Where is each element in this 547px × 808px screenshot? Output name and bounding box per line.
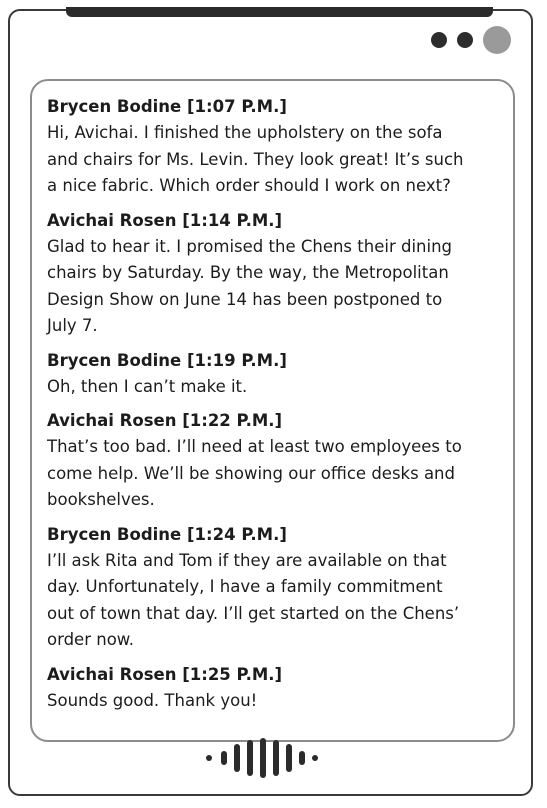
speaker-grille-icon — [205, 738, 320, 778]
message-sender: Avichai Rosen [1:25 P.M.] — [47, 664, 283, 684]
message-text: That’s too bad. I’ll need at least two employees to come help. We’ll be showing our office desks and bookshelves. — [47, 437, 462, 509]
camera-icon — [483, 26, 511, 54]
chat-message — [47, 522, 507, 654]
message-sender: Avichai Rosen [1:14 P.M.] — [47, 210, 283, 230]
message-text: Oh, then I can’t make it. — [47, 376, 248, 396]
chat-message — [47, 348, 507, 401]
phone-frame — [8, 9, 533, 796]
chat-message — [47, 208, 507, 340]
chat-screen[interactable] — [30, 79, 515, 742]
message-text: Hi, Avichai. I finished the upholstery on the sofa and chairs for Ms. Levin. They look great! It’s such a nice fabric. Which order should I work on next? — [47, 123, 464, 195]
indicator-group — [431, 26, 511, 54]
status-dot-icon — [431, 32, 447, 48]
message-sender: Brycen Bodine [1:19 P.M.] — [47, 350, 287, 370]
message-sender: Brycen Bodine [1:24 P.M.] — [47, 524, 287, 544]
chat-message — [47, 94, 507, 200]
chat-message — [47, 408, 507, 514]
message-sender: Brycen Bodine [1:07 P.M.] — [47, 97, 287, 116]
message-text: I’ll ask Rita and Tom if they are available on that day. Unfortunately, I have a family commitment out of town that day. I’ll get started on the Chens’ order now. — [47, 550, 460, 649]
message-sender: Avichai Rosen [1:22 P.M.] — [47, 411, 283, 430]
status-dot-icon — [457, 32, 473, 48]
top-bezel-bar — [66, 7, 493, 17]
message-text: Sounds good. Thank you! — [47, 690, 258, 710]
message-text: Glad to hear it. I promised the Chens their dining chairs by Saturday. By the way, the Metropolitan Design Show on June 14 has been postponed to July 7. — [47, 236, 452, 335]
message-list — [47, 94, 507, 722]
chat-message — [47, 662, 507, 715]
